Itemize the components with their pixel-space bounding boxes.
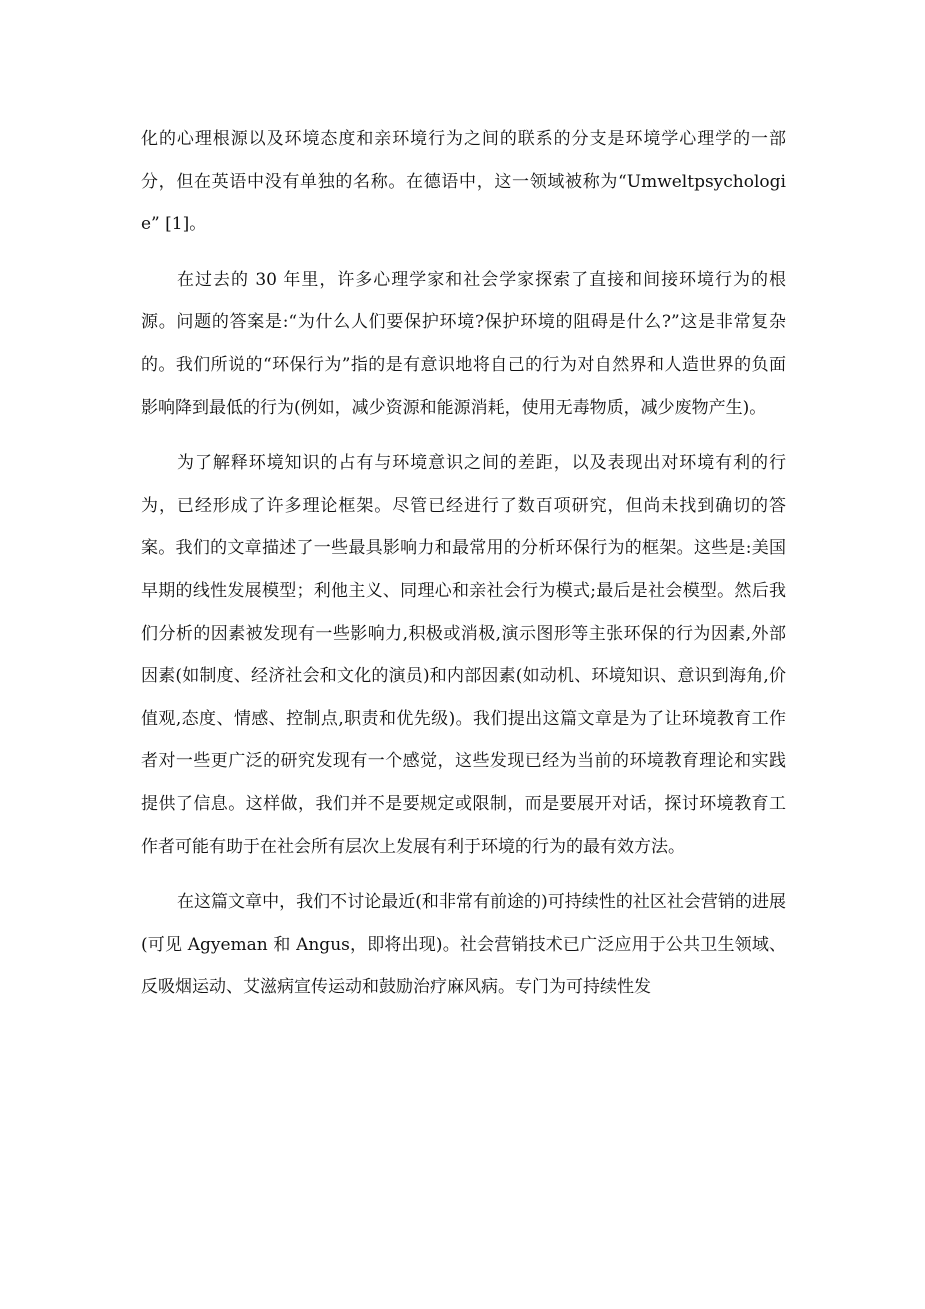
paragraph-theoretical-frameworks: 为了解释环境知识的占有与环境意识之间的差距，以及表现出对环境有利的行为，已经形成了许多理论框架。尽管已经进行了数百项研究，但尚未找到确切的答案。我们的文章描述了一些最具影响力和最常用的分析环保行为的框架。这些是:美国早期的线性发展模型；利他主义、同理心和亲社会行为模式;最后是社会模型。然后我们分析的因素被发现有一些影响力,积极或消极,演示图形等主张环保的行为因素,外部因素(如制度、经济社会和文化的演员)和内部因素(如动机、环境知识、意识到海角,价值观,态度、情感、控制点,职责和优先级)。我们提出这篇文章是为了让环境教育工作者对一些更广泛的研究发现有一个感觉，这些发现已经为当前的环境教育理论和实践提供了信息。这样做，我们并不是要规定或限制，而是要展开对话，探讨环境教育工作者可能有助于在社会所有层次上发展有利于环境的行为的最有效方法。 [141,453,786,857]
paragraph-social-marketing: 在这篇文章中，我们不讨论最近(和非常有前途的)可持续性的社区社会营销的进展(可见 Agyeman 和 Angus，即将出现)。社会营销技术已广泛应用于公共卫生领域、反吸烟运动、艾滋病宣传运动和鼓励治疗麻风病。专门为可持续性发 [141,892,786,998]
paragraph-environmental-behavior-roots: 在过去的 30 年里，许多心理学家和社会学家探索了直接和间接环境行为的根源。问题的答案是:“为什么人们要保护环境?保护环境的阻碍是什么?”这是非常复杂的。我们所说的“环保行为”指的是有意识地将自己的行为对自然界和人造世界的负面影响降到最低的行为(例如，减少资源和能源消耗，使用无毒物质，减少废物产生)。 [141,269,786,418]
document-body [141,118,786,1009]
paragraph-continuation: 化的心理根源以及环境态度和亲环境行为之间的联系的分支是环境学心理学的一部分，但在英语中没有单独的名称。在德语中，这一领域被称为“Umweltpsychologie” [1]。 [141,129,786,235]
